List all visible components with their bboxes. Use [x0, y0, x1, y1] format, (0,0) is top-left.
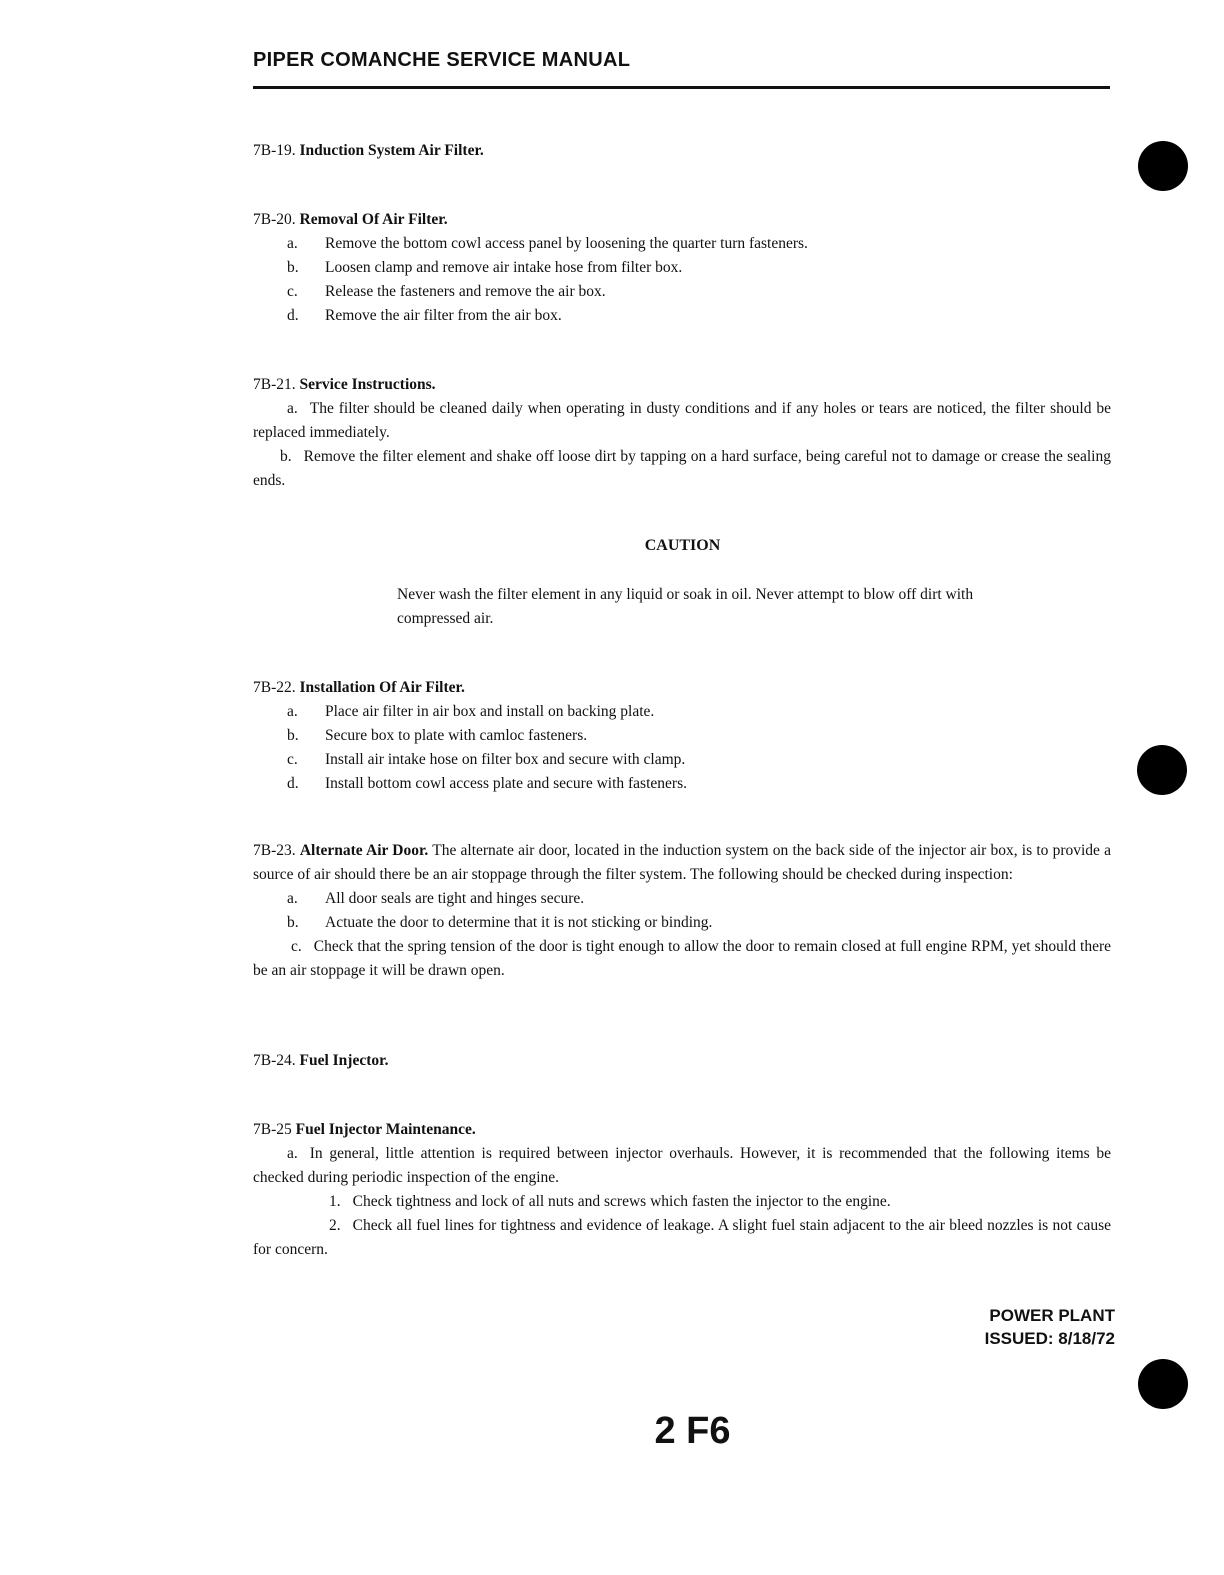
section-7b-23 [253, 839, 1111, 983]
punch-hole-bottom [1138, 1359, 1188, 1409]
item-text: Install air intake hose on filter box and secure with clamp. [325, 751, 686, 768]
section-title: Alternate Air Door. [299, 842, 429, 859]
list-item [253, 700, 1111, 724]
caution-text: Never wash the filter element in any liquid or soak in oil. Never attempt to blow off dirt with compressed air. [397, 586, 974, 627]
item-letter: b. [287, 727, 299, 744]
item-letter: c. [287, 283, 298, 300]
item-number: 2. [329, 1217, 341, 1234]
page-footer [985, 1304, 1115, 1350]
section-number: 7B-23. [253, 842, 296, 859]
sub-list-item [253, 1190, 1111, 1214]
item-letter: a. [287, 703, 298, 720]
item-text: Remove the bottom cowl access panel by loosening the quarter turn fasteners. [325, 235, 808, 252]
section-heading [253, 373, 1111, 397]
item-number: 1. [329, 1193, 341, 1210]
list-item [253, 887, 1111, 911]
item-text: All door seals are tight and hinges secure. [325, 890, 585, 907]
item-text: Secure box to plate with camloc fasteners. [325, 727, 588, 744]
caution-title: CAUTION [644, 537, 721, 554]
section-7b-25 [253, 1118, 1111, 1262]
section-7b-19 [253, 139, 1111, 163]
sub-list-item [253, 1214, 1111, 1262]
section-number: 7B-24. [253, 1052, 296, 1069]
item-text: The filter should be cleaned daily when operating in dusty conditions and if any holes or tears are noticed, the filter should be replaced immediately. [253, 400, 1111, 441]
item-letter: a. [287, 235, 298, 252]
list-item [253, 256, 1111, 280]
punch-hole-middle [1137, 745, 1187, 795]
item-text: Place air filter in air box and install on backing plate. [325, 703, 655, 720]
list-item [253, 304, 1111, 328]
section-title: Induction System Air Filter. [299, 142, 484, 159]
section-number: 7B-20. [253, 211, 296, 228]
header-rule [253, 86, 1110, 89]
paragraph-item [253, 397, 1111, 445]
section-title: Fuel Injector. [299, 1052, 389, 1069]
item-text: Remove the filter element and shake off loose dirt by tapping on a hard surface, being careful not to damage or crease the sealing ends. [253, 448, 1111, 489]
item-text: Remove the air filter from the air box. [325, 307, 562, 324]
punch-hole-top [1138, 141, 1188, 191]
item-text: Install bottom cowl access plate and secure with fasteners. [325, 775, 687, 792]
section-number: 7B-25 [253, 1121, 292, 1138]
section-7b-21 [253, 373, 1111, 493]
item-letter: a. [287, 400, 298, 417]
list-item [253, 724, 1111, 748]
section-title: Removal Of Air Filter. [299, 211, 448, 228]
list-item [253, 911, 1111, 935]
footer-issued-date: ISSUED: 8/18/72 [984, 1329, 1115, 1348]
item-letter: b. [287, 259, 299, 276]
item-text: Check all fuel lines for tightness and evidence of leakage. A slight fuel stain adjacent to the air bleed nozzles is not cause for concern. [253, 1217, 1111, 1258]
item-letter: d. [287, 307, 299, 324]
section-heading [253, 139, 1111, 163]
paragraph-item [253, 445, 1111, 493]
section-7b-24 [253, 1049, 1111, 1073]
paragraph-item [253, 1142, 1111, 1190]
section-intro-paragraph [253, 839, 1111, 887]
section-title: Installation Of Air Filter. [299, 679, 465, 696]
item-text: Loosen clamp and remove air intake hose from filter box. [325, 259, 683, 276]
footer-section-name: POWER PLANT [989, 1306, 1115, 1325]
item-text: Actuate the door to determine that it is not sticking or binding. [325, 914, 713, 931]
paragraph-item [253, 935, 1111, 983]
section-heading [253, 1118, 1111, 1142]
fiche-number: 2 F6 [654, 1410, 731, 1452]
section-number: 7B-21. [253, 376, 296, 393]
item-letter: d. [287, 775, 299, 792]
list-item [253, 280, 1111, 304]
item-letter: a. [287, 890, 298, 907]
item-letter: c. [287, 751, 298, 768]
section-number: 7B-19. [253, 142, 296, 159]
section-title: Fuel Injector Maintenance. [295, 1121, 476, 1138]
item-letter: b. [287, 914, 299, 931]
section-heading [253, 676, 1111, 700]
item-text: In general, little attention is required between injector overhauls. However, it is recommended that the following items be checked during periodic inspection of the engine. [253, 1145, 1111, 1186]
section-heading [253, 208, 1111, 232]
item-letter: a. [287, 1145, 298, 1162]
item-letter: c. [291, 938, 302, 955]
item-text: Release the fasteners and remove the air box. [325, 283, 606, 300]
section-number: 7B-22. [253, 679, 296, 696]
list-item [253, 232, 1111, 256]
list-item [253, 748, 1111, 772]
section-heading [253, 1049, 1111, 1073]
page-header-title: PIPER COMANCHE SERVICE MANUAL [253, 49, 631, 71]
section-7b-22 [253, 676, 1111, 796]
item-text: Check tightness and lock of all nuts and screws which fasten the injector to the engine. [352, 1193, 891, 1210]
item-letter: b. [280, 448, 292, 465]
item-text: Check that the spring tension of the door is tight enough to allow the door to remain closed at full engine RPM, yet should there be an air stoppage it will be drawn open. [253, 938, 1111, 979]
section-intro: The alternate air door, located in the induction system on the back side of the injector air box, is to provide a source of air should there be an air stoppage through the filter system. The following should be checked during inspection: [253, 842, 1111, 883]
section-title: Service Instructions. [299, 376, 436, 393]
section-7b-20 [253, 208, 1111, 328]
list-item [253, 772, 1111, 796]
